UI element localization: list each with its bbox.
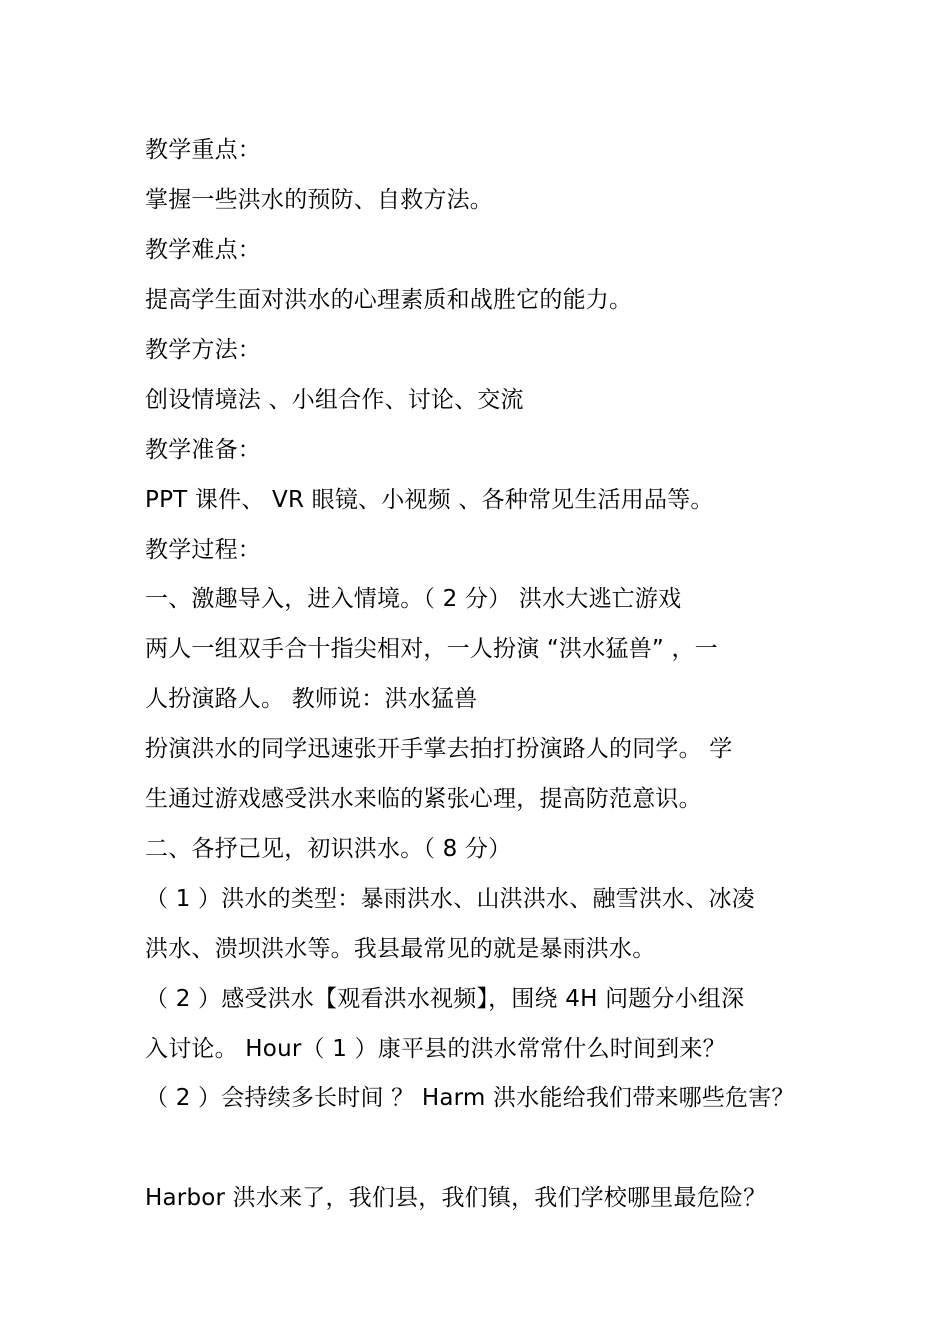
paragraph-line: （ 1 ）洪水的类型：暴雨洪水、山洪洪水、融雪洪水、冰凌 bbox=[145, 886, 755, 912]
paragraph-line: Harbor 洪水来了，我们县，我们镇，我们学校哪里最危险？ bbox=[145, 1185, 767, 1211]
heading-teaching-difficulty: 教学难点： bbox=[145, 237, 261, 263]
heading-teaching-process: 教学过程： bbox=[145, 537, 261, 563]
paragraph-line: 生通过游戏感受洪水来临的紧张心理，提高防范意识。 bbox=[145, 786, 702, 812]
section-two-title: 二、各抒己见，初识洪水。（ 8 分） bbox=[145, 836, 512, 862]
text-teaching-difficulty: 提高学生面对洪水的心理素质和战胜它的能力。 bbox=[145, 287, 633, 313]
text-teaching-focus: 掌握一些洪水的预防、自救方法。 bbox=[145, 187, 493, 213]
heading-teaching-method: 教学方法： bbox=[145, 337, 261, 363]
paragraph-line: 人扮演路人。 教师说：洪水猛兽 bbox=[145, 686, 478, 712]
section-one-title: 一、激趣导入，进入情境。（ 2 分） 洪水大逃亡游戏 bbox=[145, 586, 682, 612]
text-teaching-preparation: PPT 课件、 VR 眼镜、小视频 、各种常见生活用品等。 bbox=[145, 487, 714, 513]
paragraph-line: 洪水、溃坝洪水等。我县最常见的就是暴雨洪水。 bbox=[145, 936, 656, 962]
paragraph-line: （ 2 ）会持续多长时间 ？ Harm 洪水能给我们带来哪些危害？ bbox=[145, 1085, 795, 1111]
paragraph-line: 两人一组双手合十指尖相对，一人扮演 “洪水猛兽” ，一 bbox=[145, 636, 718, 662]
heading-teaching-focus: 教学重点： bbox=[145, 137, 261, 163]
paragraph-line: （ 2 ）感受洪水【观看洪水视频】，围绕 4H 问题分小组深 bbox=[145, 986, 745, 1012]
heading-teaching-preparation: 教学准备： bbox=[145, 437, 261, 463]
text-teaching-method: 创设情境法 、小组合作、讨论、交流 bbox=[145, 387, 524, 413]
paragraph-line: 扮演洪水的同学迅速张开手掌去拍打扮演路人的同学。 学 bbox=[145, 736, 733, 762]
paragraph-line: 入讨论。 Hour（ 1 ）康平县的洪水常常什么时间到来？ bbox=[145, 1036, 726, 1062]
